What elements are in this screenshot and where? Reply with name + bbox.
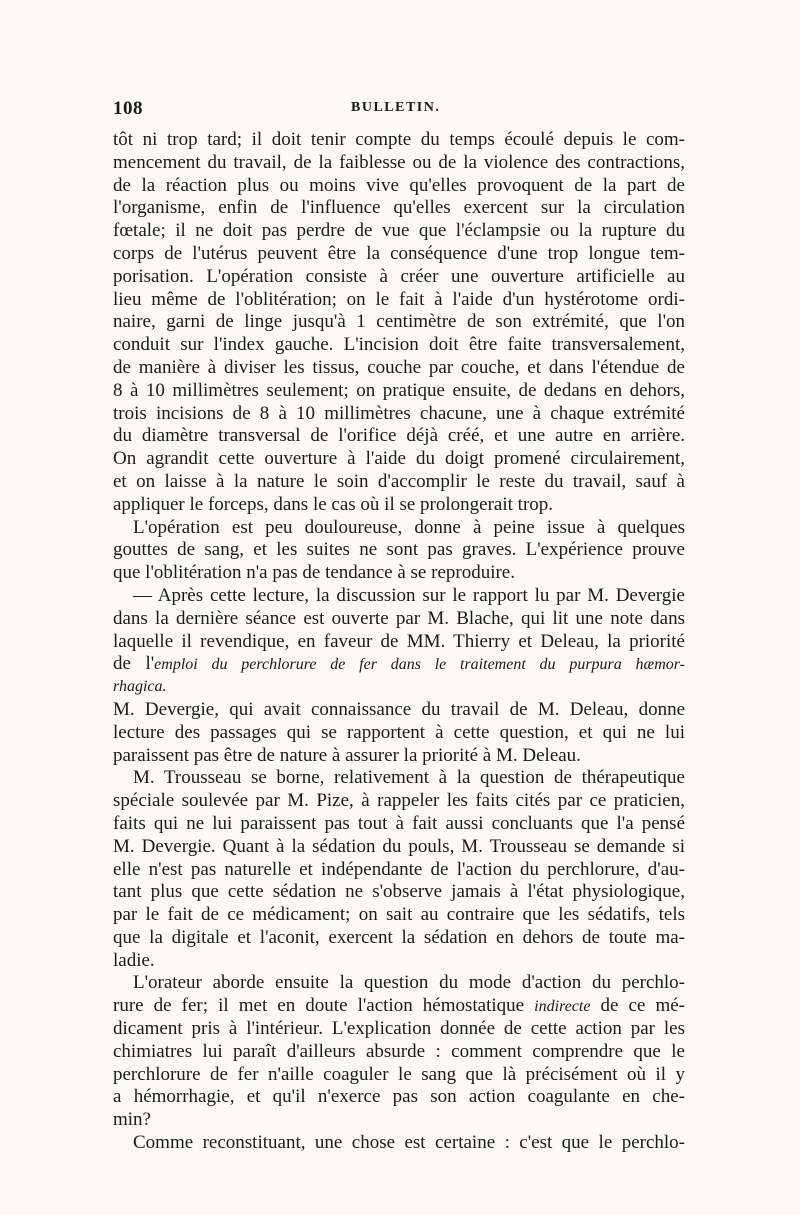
text-line: corps de l'utérus peuvent être la conséquence d'une trop longue tem- [113,242,685,264]
text-line: spéciale soulevée par M. Pize, à rappeler les faits cités par ce praticien, [113,790,685,812]
text-line: min? [113,1109,151,1131]
text-line: de la réaction plus ou moins vive qu'elles provoquent de la part de [113,174,685,196]
text-line: M. Devergie, qui avait connaissance du travail de M. Deleau, donne [113,698,685,720]
text-line: et on laisse à la nature le soin d'accomplir le reste du travail, sauf à [113,470,685,492]
text-line: M. Trousseau se borne, relativement à la question de thérapeutique [133,767,685,789]
text-line: tant plus que cette sédation ne s'observe jamais à l'état physiologique, [113,881,685,903]
text-line: faits qui ne lui paraissent pas tout à fait aussi concluants que l'a pensé [113,812,685,834]
text-line: M. Devergie. Quant à la sédation du pouls, M. Trousseau se demande si [113,835,685,857]
text-line: du diamètre transversal de l'orifice déjà créé, et une autre en arrière. [113,425,685,447]
text-line: mencement du travail, de la faiblesse ou de la violence des contractions, [113,151,685,173]
text-line: Comme reconstituant, une chose est certaine : c'est que le perchlo- [133,1132,685,1154]
text-line: rhagica. [113,678,167,696]
text-line: L'opération est peu douloureuse, donne à peine issue à quelques [133,516,685,538]
text-line: laquelle il revendique, en faveur de MM. Thierry et Deleau, la priorité [113,630,685,652]
page-number: 108 [113,98,143,119]
text-line: que l'oblitération n'a pas de tendance à se reproduire. [113,562,515,584]
text-line: que la digitale et l'aconit, exercent la sédation en dehors de toute ma- [113,926,685,948]
text-line: lecture des passages qui se rapportent à cette question, et qui ne lui [113,721,685,743]
text-line: dans la dernière séance est ouverte par M. Blache, qui lit une note dans [113,607,685,629]
italic-fragment: indirecte [534,998,591,1016]
text-line: fœtale; il ne doit pas perdre de vue que l'éclampsie ou la rupture du [113,220,685,242]
text-line: porisation. L'opération consiste à créer une ouverture artificielle au [113,265,685,287]
text-line: paraissent pas être de nature à assurer la priorité à M. Deleau. [113,744,581,766]
text-line: chimiatres lui paraît d'ailleurs absurde : comment comprendre que le [113,1040,685,1062]
running-head: BULLETIN. [351,100,441,115]
text-line: de manière à diviser les tissus, couche par couche, et dans l'étendue de [113,356,685,378]
text-line: ladie. [113,949,155,971]
text-line: l'organisme, enfin de l'influence qu'elles exercent sur la circulation [113,197,685,219]
text-line: elle n'est pas naturelle et indépendante de l'action du perchlorure, d'au- [113,858,685,880]
text-fragment: de ce mé- [590,995,686,1017]
text-line-mixed [113,995,685,1018]
text-line: a hémorrhagie, et qu'il n'exerce pas son action coagulante en che- [113,1086,685,1108]
text-line: — Après cette lecture, la discussion sur le rapport lu par M. Devergie [133,584,685,606]
text-line: naire, garni de linge jusqu'à 1 centimètre de son extrémité, que l'on [113,311,685,333]
text-line: lieu même de l'oblitération; on le fait à l'aide d'un hystérotome ordi- [113,288,685,310]
text-line: gouttes de sang, et les suites ne sont pas graves. L'expérience prouve [113,539,685,561]
page-header [113,98,685,120]
italic-fragment: emploi du perchlorure de fer dans le traitement du purpura hæmor- [154,656,686,674]
body-text [113,129,685,1155]
text-line: On agrandit cette ouverture à l'aide du doigt promené circulairement, [113,448,685,470]
text-fragment: de l' [113,653,155,675]
text-line: par le fait de ce médicament; on sait au contraire que les sédatifs, tels [113,904,685,926]
text-line: perchlorure de fer n'aille coaguler le sang que là précisément où il y [113,1063,685,1085]
text-line: dicament pris à l'intérieur. L'explication donnée de cette action par les [113,1018,685,1040]
text-line-mixed [113,653,685,676]
text-line: tôt ni trop tard; il doit tenir compte du temps écoulé depuis le com- [113,129,685,150]
text-line: trois incisions de 8 à 10 millimètres chacune, une à chaque extrémité [113,402,685,424]
text-fragment: rure de fer; il met en doute l'action hémostatique [113,995,535,1017]
text-line: 8 à 10 millimètres seulement; on pratique ensuite, de dedans en dehors, [113,379,685,401]
text-line: conduit sur l'index gauche. L'incision doit être faite transversalement, [113,334,685,356]
text-line: appliquer le forceps, dans le cas où il se prolongerait trop. [113,493,554,515]
text-line: L'orateur aborde ensuite la question du mode d'action du perchlo- [133,972,685,994]
